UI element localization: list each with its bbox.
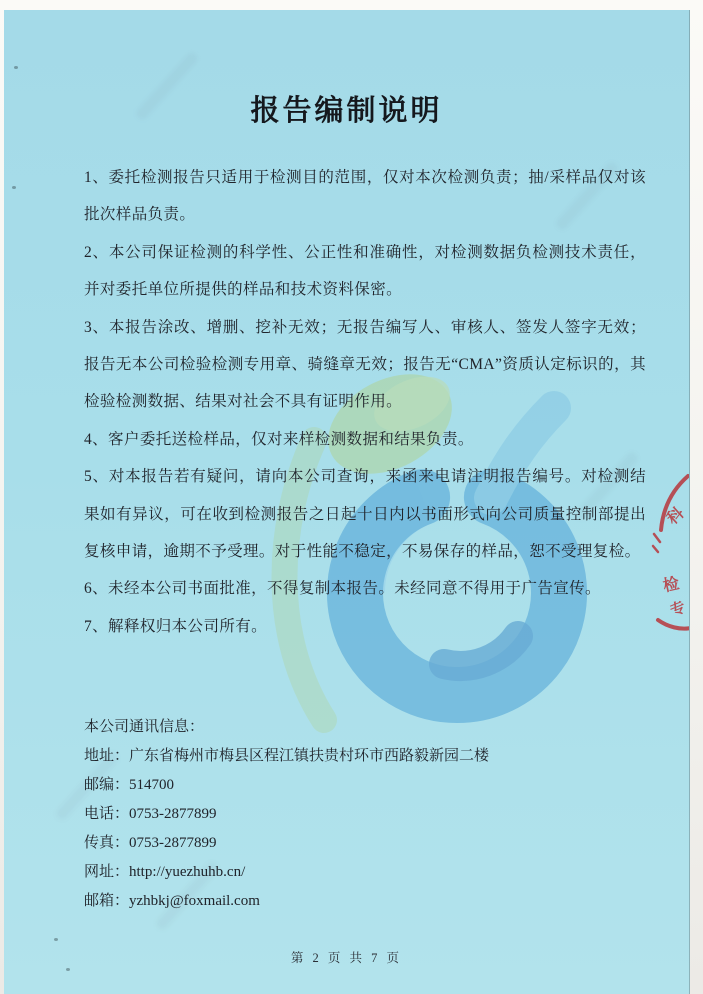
red-seal-stamp bbox=[650, 472, 690, 634]
contact-value: 514700 bbox=[129, 777, 175, 793]
contact-value: yzhbkj@foxmail.com bbox=[129, 893, 260, 909]
punch-hole-mark bbox=[54, 938, 58, 941]
paper-page bbox=[4, 10, 690, 994]
contact-label: 网址： bbox=[84, 864, 130, 880]
note-item-5: 5、对本报告若有疑问，请向本公司查询，来函来电请注明报告编号。对检测结果如有异议，可在收到检测报告之日起十日内以书面形式向公司质量控制部提出复核申请，逾期不予受理。对于性能不稳定，不易保存的样品，恕不受理复检。 bbox=[84, 468, 646, 561]
note-item-7: 7、解释权归本公司所有。 bbox=[84, 617, 268, 635]
note-item-3: 3、本报告涂改、增删、挖补无效；无报告编写人、审核人、签发人签字无效；报告无本公司检验检测专用章、骑缝章无效；报告无“CMA”资质认定标识的，其检验检测数据、结果对社会不具有证明作用。 bbox=[84, 318, 646, 411]
contact-line-phone bbox=[84, 800, 564, 829]
punch-hole-mark bbox=[66, 968, 70, 971]
contact-value: http://yuezhuhb.cn/ bbox=[129, 864, 246, 880]
contact-line-email bbox=[84, 887, 564, 916]
contact-value: 0753-2877899 bbox=[129, 806, 217, 822]
note-item-2: 2、本公司保证检测的科学性、公正性和准确性，对检测数据负检测技术责任，并对委托单位所提供的样品和技术资料保密。 bbox=[84, 243, 646, 299]
note-item-4: 4、客户委托送检样品，仅对来样检测数据和结果负责。 bbox=[84, 430, 474, 448]
note-item-1: 1、委托检测报告只适用于检测目的范围，仅对本次检测负责；抽/采样品仅对该批次样品负责。 bbox=[84, 169, 646, 224]
seal-tick bbox=[653, 534, 660, 552]
contact-label: 传真： bbox=[84, 835, 130, 851]
page-number: 第 2 页 共 7 页 bbox=[290, 951, 403, 965]
contact-label: 邮编： bbox=[84, 777, 130, 793]
contact-label: 地址： bbox=[84, 748, 130, 764]
contact-value: 广东省梅州市梅县区程江镇扶贵村环市西路毅新园二楼 bbox=[129, 748, 490, 764]
report-notes-list bbox=[84, 159, 646, 645]
contact-label: 电话： bbox=[84, 806, 130, 822]
punch-hole-mark bbox=[14, 66, 18, 69]
stamp-char: 科 bbox=[664, 504, 688, 529]
seal-arc bbox=[658, 620, 690, 629]
contact-line-fax bbox=[84, 829, 564, 858]
contact-heading: 本公司通讯信息： bbox=[84, 719, 205, 735]
contact-line-website bbox=[84, 858, 564, 887]
contact-label: 邮箱： bbox=[84, 893, 130, 909]
note-item-6: 6、未经本公司书面批准，不得复制本报告。未经同意不得用于广告宣传。 bbox=[84, 580, 601, 598]
seal-arc bbox=[661, 476, 688, 530]
page-title: 报告编制说明 bbox=[250, 95, 443, 127]
contact-block bbox=[84, 713, 564, 916]
stamp-char: 检 bbox=[661, 575, 681, 596]
punch-hole-mark bbox=[12, 186, 16, 189]
contact-line-address bbox=[84, 742, 564, 771]
contact-line-postcode bbox=[84, 771, 564, 800]
stamp-char: 专 bbox=[668, 599, 689, 620]
contact-value: 0753-2877899 bbox=[129, 835, 217, 851]
